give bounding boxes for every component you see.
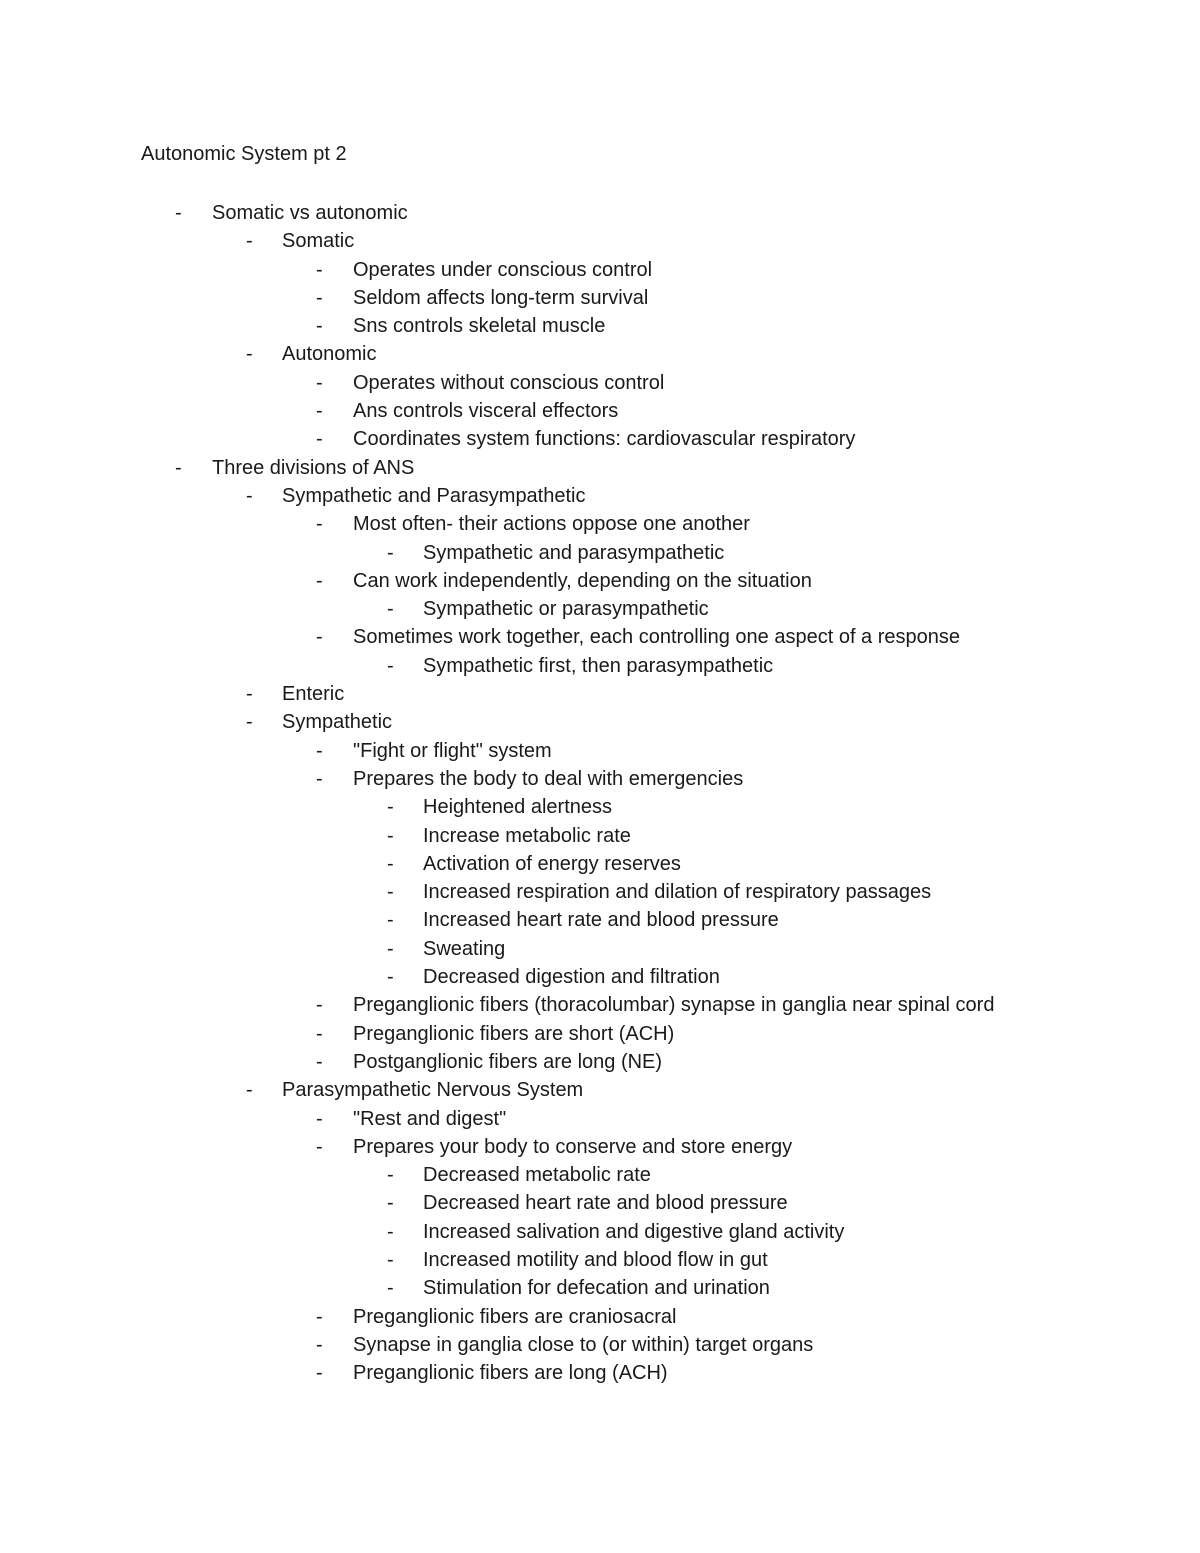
list-item (0, 1048, 1200, 1076)
bullet-dash: - (316, 400, 323, 423)
list-item-text: Prepares your body to conserve and store energy (353, 1135, 793, 1158)
list-item (0, 737, 1200, 765)
list-item (0, 227, 1200, 255)
list-item (0, 765, 1200, 793)
list-item-text: Operates without conscious control (353, 371, 665, 394)
bullet-dash: - (387, 852, 394, 875)
list-item (0, 906, 1200, 934)
bullet-dash: - (316, 1107, 323, 1130)
list-item-text: Sns controls skeletal muscle (353, 315, 606, 338)
bullet-dash: - (387, 909, 394, 932)
list-item (0, 963, 1200, 991)
list-item (0, 199, 1200, 227)
bullet-dash: - (387, 1164, 394, 1187)
list-item (0, 1105, 1200, 1133)
list-item-text: Sympathetic or parasympathetic (423, 598, 709, 621)
list-item-text: Prepares the body to deal with emergencies (353, 767, 744, 790)
bullet-dash: - (316, 1050, 323, 1073)
list-item-text: Heightened alertness (423, 796, 613, 819)
bullet-dash: - (316, 1022, 323, 1045)
list-item (0, 1359, 1200, 1387)
list-item-text: Decreased digestion and filtration (423, 966, 720, 989)
bullet-dash: - (316, 739, 323, 762)
list-item-text: Sympathetic and Parasympathetic (282, 484, 586, 507)
list-item (0, 1218, 1200, 1246)
list-item-text: Autonomic (282, 343, 377, 366)
list-item-text: Preganglionic fibers are craniosacral (353, 1305, 677, 1328)
bullet-dash: - (387, 654, 394, 677)
bullet-dash: - (387, 966, 394, 989)
list-item-text: Preganglionic fibers are long (ACH) (353, 1362, 668, 1385)
list-item (0, 482, 1200, 510)
list-item-text: Increased salivation and digestive gland activity (423, 1220, 845, 1243)
bullet-dash: - (316, 626, 323, 649)
list-item (0, 1020, 1200, 1048)
bullet-dash: - (387, 796, 394, 819)
bullet-dash: - (316, 994, 323, 1017)
bullet-dash: - (387, 1248, 394, 1271)
list-item (0, 425, 1200, 453)
list-item (0, 935, 1200, 963)
list-item-text: Preganglionic fibers (thoracolumbar) synapse in ganglia near spinal cord (353, 994, 995, 1017)
list-item-text: Most often- their actions oppose one another (353, 513, 750, 536)
bullet-dash: - (387, 881, 394, 904)
bullet-dash: - (387, 598, 394, 621)
bullet-dash: - (316, 371, 323, 394)
bullet-dash: - (246, 484, 253, 507)
list-item-text: Decreased metabolic rate (423, 1164, 651, 1187)
list-item-text: Increase metabolic rate (423, 824, 631, 847)
bullet-dash: - (316, 1362, 323, 1385)
list-item (0, 1133, 1200, 1161)
list-item-text: Enteric (282, 683, 345, 706)
list-item (0, 680, 1200, 708)
list-item (0, 595, 1200, 623)
bullet-dash: - (316, 258, 323, 281)
bullet-dash: - (316, 513, 323, 536)
list-item (0, 1331, 1200, 1359)
list-item (0, 397, 1200, 425)
list-item (0, 312, 1200, 340)
bullet-dash: - (246, 683, 253, 706)
bullet-outline (0, 199, 1200, 1387)
list-item-text: Sympathetic (282, 711, 393, 734)
list-item-text: Ans controls visceral effectors (353, 400, 619, 423)
bullet-dash: - (246, 1079, 253, 1102)
bullet-dash: - (387, 1220, 394, 1243)
list-item (0, 340, 1200, 368)
list-item-text: Coordinates system functions: cardiovascular respiratory (353, 428, 856, 451)
bullet-dash: - (175, 456, 182, 479)
bullet-dash: - (246, 343, 253, 366)
list-item (0, 1161, 1200, 1189)
list-item (0, 991, 1200, 1019)
bullet-dash: - (387, 541, 394, 564)
list-item-text: Increased motility and blood flow in gut (423, 1248, 768, 1271)
list-item (0, 1303, 1200, 1331)
list-item (0, 1189, 1200, 1217)
bullet-dash: - (387, 824, 394, 847)
list-item-text: Stimulation for defecation and urination (423, 1277, 770, 1300)
list-item-text: Somatic vs autonomic (212, 202, 408, 224)
list-item-text: Parasympathetic Nervous System (282, 1079, 584, 1102)
list-item (0, 256, 1200, 284)
bullet-dash: - (387, 1277, 394, 1300)
list-item (0, 623, 1200, 651)
list-item (0, 1246, 1200, 1274)
list-item (0, 510, 1200, 538)
list-item (0, 793, 1200, 821)
list-item (0, 708, 1200, 736)
bullet-dash: - (316, 315, 323, 338)
list-item-text: Postganglionic fibers are long (NE) (353, 1050, 663, 1073)
list-item-text: Preganglionic fibers are short (ACH) (353, 1022, 675, 1045)
bullet-dash: - (316, 1333, 323, 1356)
bullet-dash: - (316, 1305, 323, 1328)
list-item (0, 652, 1200, 680)
list-item-text: Operates under conscious control (353, 258, 653, 281)
bullet-dash: - (246, 230, 253, 253)
list-item-text: Decreased heart rate and blood pressure (423, 1192, 788, 1215)
list-item (0, 284, 1200, 312)
bullet-dash: - (387, 937, 394, 960)
bullet-dash: - (316, 286, 323, 309)
bullet-dash: - (316, 1135, 323, 1158)
list-item-text: Somatic (282, 230, 355, 253)
list-item-text: Sympathetic first, then parasympathetic (423, 654, 774, 677)
list-item-text: Increased respiration and dilation of respiratory passages (423, 881, 932, 904)
list-item-text: "Rest and digest" (353, 1107, 507, 1130)
bullet-dash: - (316, 569, 323, 592)
list-item (0, 567, 1200, 595)
list-item (0, 822, 1200, 850)
bullet-dash: - (316, 428, 323, 451)
bullet-dash: - (316, 767, 323, 790)
list-item (0, 1076, 1200, 1104)
list-item-text: Increased heart rate and blood pressure (423, 909, 779, 932)
list-item (0, 454, 1200, 482)
list-item-text: Sympathetic and parasympathetic (423, 541, 725, 564)
bullet-dash: - (387, 1192, 394, 1215)
bullet-dash: - (246, 711, 253, 734)
list-item-text: Sometimes work together, each controlling one aspect of a response (353, 626, 961, 649)
list-item-text: Seldom affects long-term survival (353, 286, 649, 309)
list-item-text: Can work independently, depending on the situation (353, 569, 812, 592)
list-item-text: Three divisions of ANS (212, 456, 415, 479)
list-item (0, 1274, 1200, 1302)
list-item-text: Sweating (423, 937, 506, 960)
list-item-text: Synapse in ganglia close to (or within) target organs (353, 1333, 814, 1356)
list-item-text: Activation of energy reserves (423, 852, 681, 875)
bullet-dash: - (175, 202, 182, 224)
list-item (0, 878, 1200, 906)
list-item (0, 539, 1200, 567)
list-item (0, 369, 1200, 397)
document-title: Autonomic System pt 2 (141, 143, 347, 165)
list-item (0, 850, 1200, 878)
list-item-text: "Fight or flight" system (353, 739, 552, 762)
